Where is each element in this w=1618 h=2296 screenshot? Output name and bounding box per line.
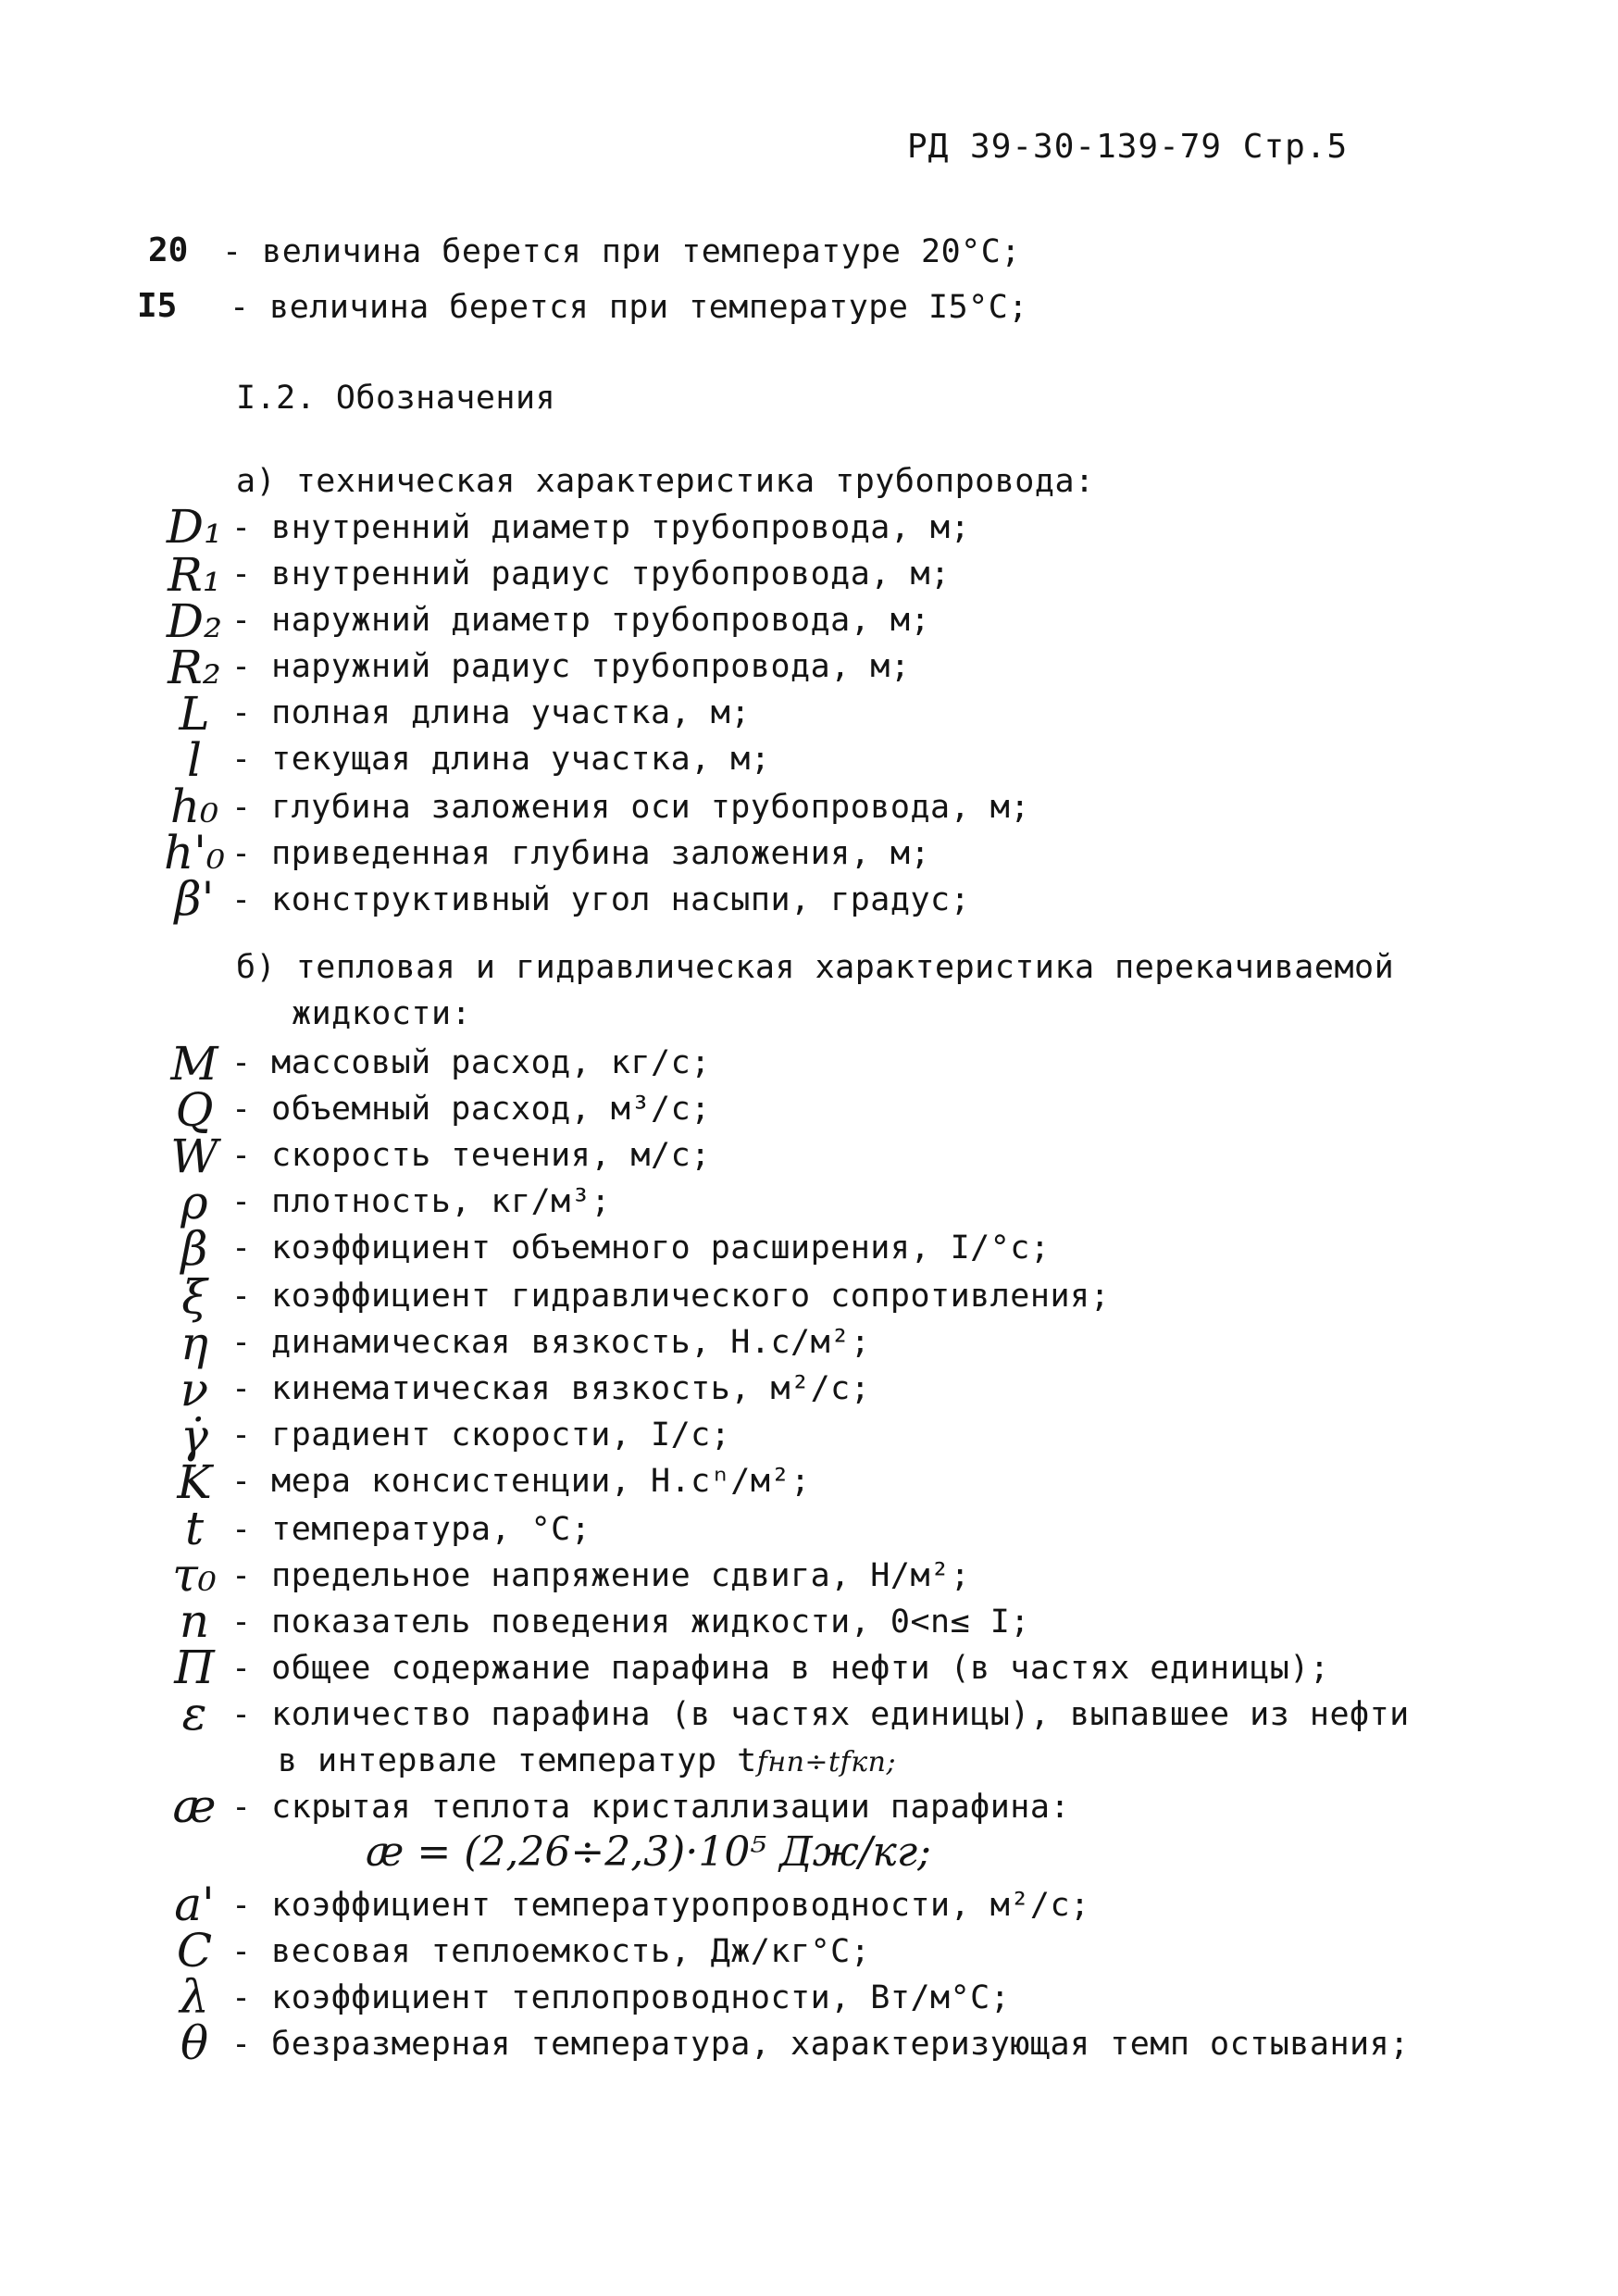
symbol-desc: - коэффициент объемного расширения, I/°с; — [231, 1229, 1051, 1267]
symbol: M — [170, 1037, 218, 1091]
symbol: ρ — [180, 1176, 208, 1229]
symbol: h'₀ — [164, 826, 225, 880]
symbol: λ — [180, 1970, 209, 2024]
symbol-desc: - приведенная глубина заложения, м; — [231, 835, 931, 872]
symbol: n — [179, 1594, 210, 1648]
symbol: П — [174, 1641, 215, 1694]
symbol: C — [176, 1924, 213, 1978]
symbol-desc: - объемный расход, м³/с; — [231, 1091, 711, 1128]
symbol-desc: - показатель поведения жидкости, 0<n≤ I; — [231, 1603, 1030, 1641]
symbol: γ̇ — [180, 1409, 208, 1463]
symbol: a' — [174, 1878, 215, 1931]
symbol: ξ — [181, 1270, 207, 1324]
symbol-desc: - градиент скорости, I/с; — [231, 1416, 731, 1454]
symbol-desc: - глубина заложения оси трубопровода, м; — [231, 789, 1030, 826]
symbol: h₀ — [169, 780, 219, 833]
symbol-desc: - конструктивный угол насыпи, градус; — [231, 881, 971, 918]
section-title: I.2. Обозначения — [236, 380, 556, 417]
symbol: R₂ — [168, 641, 221, 694]
symbol-desc: - текущая длина участка, м; — [231, 741, 771, 778]
symbol: Q — [175, 1083, 214, 1137]
symbol: æ — [172, 1779, 217, 1833]
symbol: β' — [174, 872, 215, 926]
epsilon-range: fнп÷tfкп; — [756, 1746, 897, 1778]
symbol: R₁ — [168, 548, 221, 602]
symbol: θ — [180, 2016, 209, 2070]
symbol-desc: - коэффициент теплопроводности, Вт/м°С; — [231, 1979, 1011, 2016]
symbol-desc: - мера консистенции, Н.сⁿ/м²; — [231, 1463, 811, 1500]
page-header: РД 39-30-139-79 Стр.5 — [907, 128, 1349, 166]
symbol-desc: - предельное напряжение сдвига, Н/м²; — [231, 1557, 971, 1594]
symbol-desc: - наружний диаметр трубопровода, м; — [231, 602, 931, 639]
symbol-desc: - внутренний диаметр трубопровода, м; — [231, 509, 971, 546]
symbol: L — [179, 687, 210, 741]
symbol: K — [177, 1455, 212, 1509]
index-desc: - величина берется при температуре 20°С; — [222, 233, 1021, 270]
symbol-desc: - плотность, кг/м³; — [231, 1183, 611, 1220]
symbol-desc: - скрытая теплота кристаллизации парафина: — [231, 1789, 1071, 1826]
group-b-title: б) тепловая и гидравлическая характеристика перекачиваемой — [236, 949, 1395, 986]
symbol-desc: - кинематическая вязкость, м²/с; — [231, 1370, 871, 1407]
symbol-desc: - весовая теплоемкость, Дж/кг°С; — [231, 1933, 871, 1970]
symbol: ε — [181, 1687, 207, 1741]
symbol-desc: - полная длина участка, м; — [231, 694, 751, 731]
index-key: I5 — [137, 287, 178, 325]
symbol-desc: - общее содержание парафина в нефти (в частях единицы); — [231, 1650, 1330, 1687]
symbol: ν — [180, 1363, 209, 1416]
symbol-desc: - количество парафина (в частях единицы), выпавшее из нефти — [231, 1696, 1410, 1733]
symbol-desc: - скорость течения, м/с; — [231, 1137, 711, 1174]
epsilon-cont-text: в интервале температур t — [278, 1742, 757, 1779]
symbol: D₂ — [166, 594, 223, 648]
index-key: 20 — [148, 231, 189, 269]
symbol: β — [180, 1222, 208, 1276]
epsilon-desc-cont — [278, 1742, 896, 1779]
symbol-desc: - внутренний радиус трубопровода, м; — [231, 555, 951, 593]
symbol-desc: - безразмерная температура, характеризующая темп остывания; — [231, 2026, 1410, 2063]
symbol-desc: - температура, °С; — [231, 1511, 591, 1548]
symbol: t — [184, 1502, 205, 1555]
symbol: D₁ — [166, 500, 223, 554]
symbol-desc: - массовый расход, кг/с; — [231, 1044, 711, 1081]
symbol-desc: - коэффициент температуропроводности, м²/с; — [231, 1887, 1090, 1924]
group-a-title: а) техническая характеристика трубопровода: — [236, 463, 1095, 500]
symbol-desc: - коэффициент гидравлического сопротивления; — [231, 1278, 1111, 1315]
symbol-desc: - динамическая вязкость, Н.с/м²; — [231, 1324, 871, 1361]
index-desc: - величина берется при температуре I5°С; — [230, 289, 1028, 326]
symbol: W — [170, 1129, 218, 1183]
symbol-desc: - наружний радиус трубопровода, м; — [231, 648, 911, 685]
symbol: l — [187, 733, 202, 787]
group-b-title-cont: жидкости: — [292, 995, 472, 1032]
kappa-formula: æ = (2,26÷2,3)·10⁵ Дж/кг; — [366, 1828, 931, 1876]
symbol: τ₀ — [172, 1548, 217, 1602]
symbol: η — [180, 1316, 208, 1370]
